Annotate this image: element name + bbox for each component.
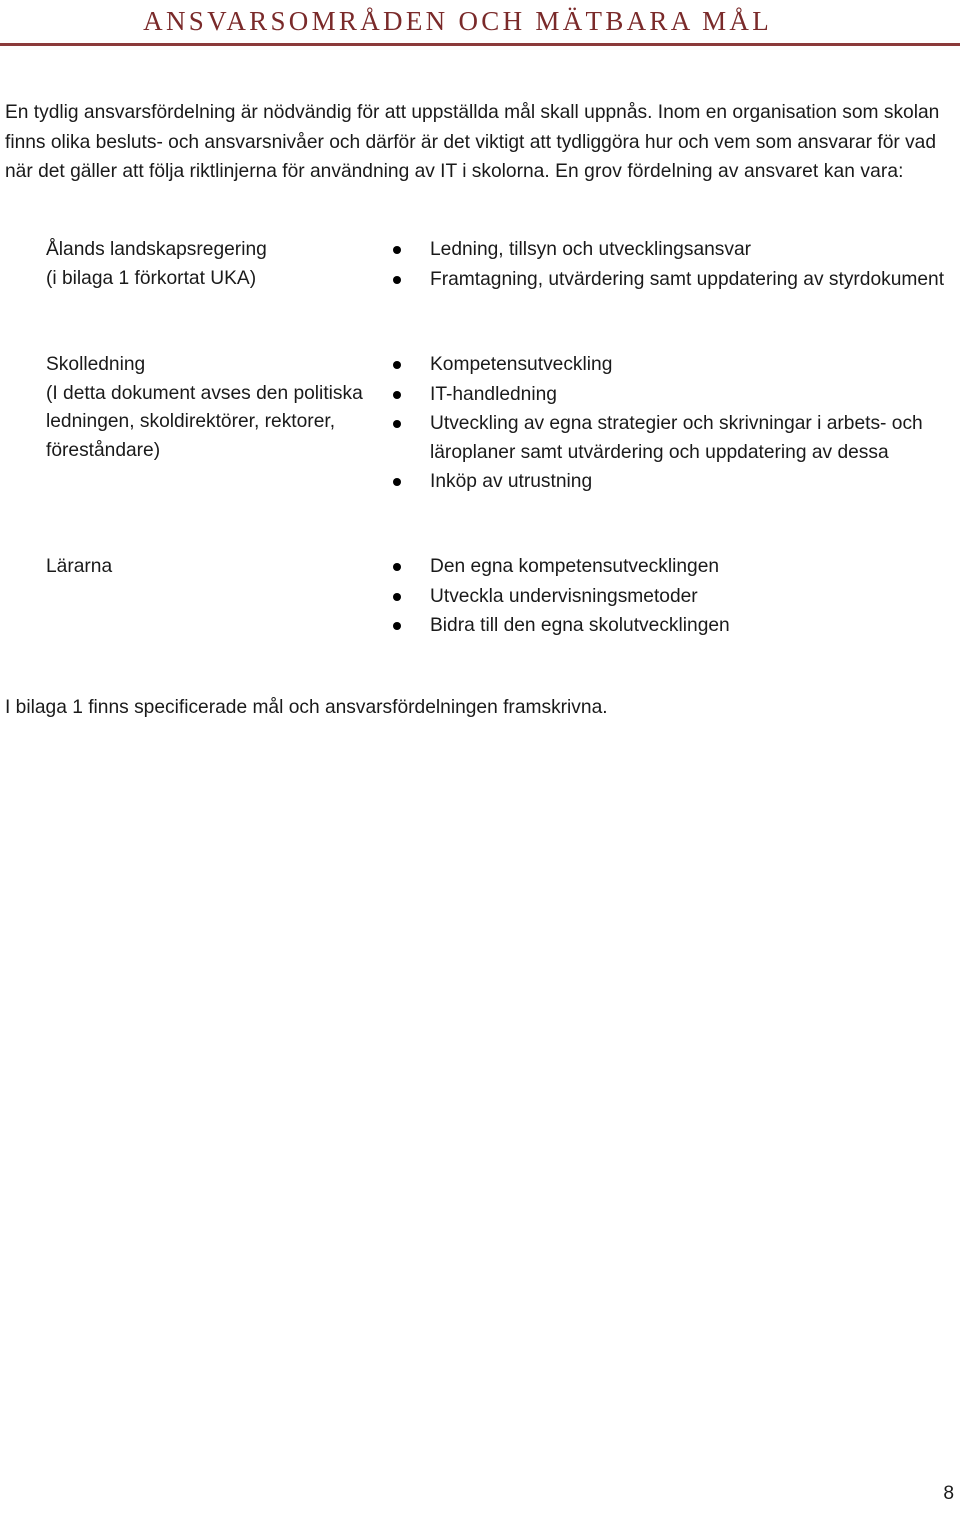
task-list [390, 351, 946, 498]
closing-paragraph: I bilaga 1 finns specificerade mål och ansvarsfördelningen framskrivna. [5, 697, 608, 718]
bullet-icon [393, 361, 401, 369]
responsibility-table [46, 236, 946, 643]
task-list [390, 553, 946, 642]
responsibility-level: Lärarna [46, 556, 113, 577]
page-title: ANSVARSOMRÅDEN OCH MÄTBARA MÅL [143, 6, 772, 36]
task-text: Den egna kompetensutvecklingen [430, 556, 720, 577]
bullet-icon [393, 246, 401, 254]
task-text: IT-handledning [430, 383, 557, 405]
bullet-icon [393, 420, 401, 428]
bullet-icon [393, 563, 401, 571]
task-item [390, 236, 946, 265]
task-item [390, 266, 946, 295]
bullet-icon [393, 391, 401, 399]
intro-text: En tydlig ansvarsfördelning är nödvändig för att uppställda mål skall uppnås. Inom en organisation som skolan finns olika besluts- och ansvarsnivåer och därför är det viktigt att tydliggöra hur och vem som ansvarar för vad när det gäller att följa riktlinjerna för användning av IT i skolorna. [5, 102, 940, 182]
intro-paragraph [5, 98, 950, 187]
page-header [0, 0, 960, 46]
task-text: Kompetensutveckling [430, 354, 613, 375]
task-item [390, 583, 946, 612]
task-item [390, 612, 946, 641]
task-text: Inköp av utrustning [430, 471, 593, 492]
bullet-icon [393, 593, 401, 601]
responsibility-row [46, 236, 946, 351]
intro-text-continuation: En grov fördelning av ansvaret kan vara: [549, 161, 904, 182]
responsibility-row [46, 553, 946, 643]
task-text: Utveckling av egna strategier och skrivningar i arbets- och läroplaner samt utvärdering och uppdatering av dessa [430, 413, 923, 463]
task-text: Framtagning, utvärdering samt uppdatering av styrdokument [430, 268, 945, 290]
bullet-icon [393, 622, 401, 630]
responsibility-row [46, 351, 946, 553]
task-text: Bidra till den egna skolutvecklingen [430, 615, 730, 636]
task-item [390, 381, 946, 410]
page-number: 8 [943, 1483, 954, 1504]
task-text: Ledning, tillsyn och utvecklingsansvar [430, 239, 752, 260]
task-item [390, 553, 946, 582]
responsibility-level: Ålands landskapsregering (i bilaga 1 förkortat UKA) [46, 239, 267, 289]
task-text: Utveckla undervisningsmetoder [430, 585, 698, 607]
responsibility-level: Skolledning (I detta dokument avses den politiska ledningen, skoldirektörer, rektorer, föreståndare) [46, 354, 363, 461]
bullet-icon [393, 276, 401, 284]
task-item [390, 351, 946, 380]
bullet-icon [393, 478, 401, 486]
task-item [390, 468, 946, 497]
header-divider [0, 43, 960, 46]
task-list [390, 236, 946, 295]
task-item [390, 410, 946, 467]
